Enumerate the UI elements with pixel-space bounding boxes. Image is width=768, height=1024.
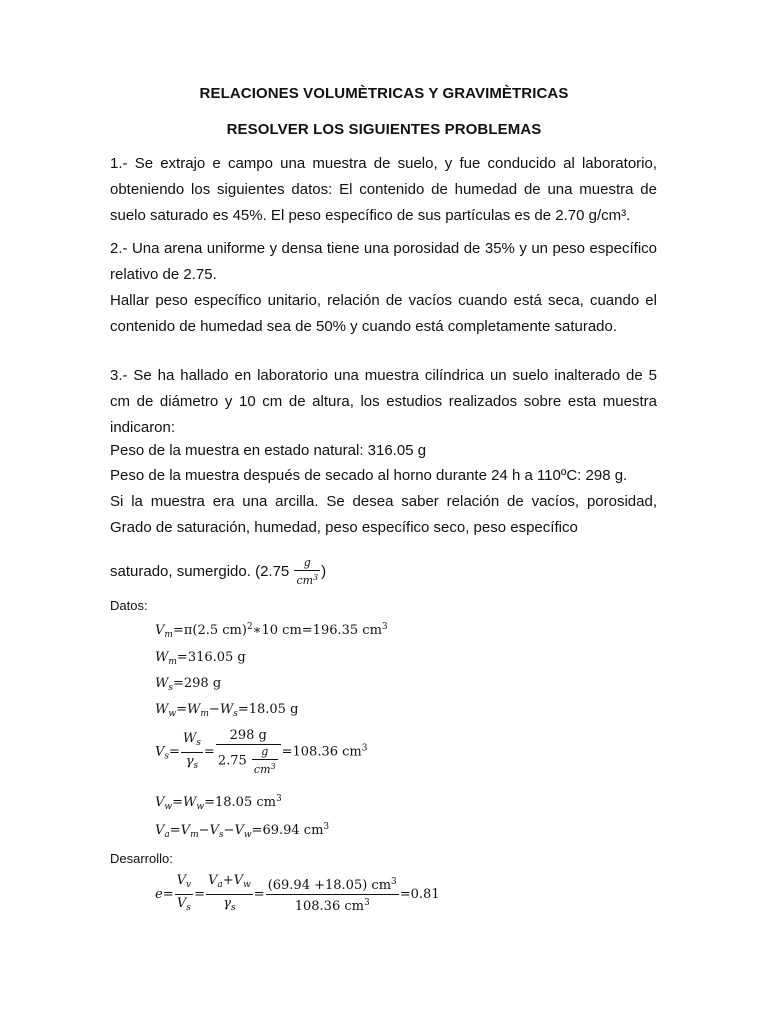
equation-vm: $V_m=\pi(2.5$ cm)$^2$∗10 cm=196.35 $cm^3$ xyxy=(155,622,388,640)
problem-3-question-end: saturado, sumergido. (2.75 $\frac{g}{cm^3}$ ) xyxy=(110,556,327,587)
document-title: RELACIONES VOLUMÈTRICAS Y GRAVIMÈTRICAS xyxy=(199,85,569,102)
problem-3-question-end-text: saturado, sumergido. (2.75 xyxy=(110,562,290,580)
equation-vw: $V_w=W_w=18.05$ $cm^3$ xyxy=(155,794,282,812)
vs-value-fraction: 298 g 2.75 $\frac{g}{cm^3}$ xyxy=(216,727,281,777)
problem-2-question: Hallar peso específico unitario, relación de vacíos cuando está seca, cuando el contenido de humedad sea de 50% y cuando está completamente saturado. xyxy=(110,292,657,335)
equation-ws: $W_s=298$ g xyxy=(155,676,222,693)
problem-3-natural-weight: Peso de la muestra en estado natural: 316.05 g xyxy=(110,442,427,459)
specific-gravity-unit-fraction: $\frac{g}{cm^3}$ xyxy=(296,556,319,587)
vs-ratio-fraction: $\frac{W_s}{\gamma_s}$ xyxy=(182,730,201,771)
problem-2-statement: 2.- Una arena uniforme y densa tiene una porosidad de 35% y un peso específico relativo de 2.75. xyxy=(110,240,657,283)
equation-va: $V_a=V_m-V_s-V_w=69.94$ $cm^3$ xyxy=(155,822,330,840)
problem-3-statement: 3.- Se ha hallado en laboratorio una muestra cilíndrica un suelo inalterado de 5 cm de diámetro y 10 cm de altura, los estudios realizados sobre esta muestra indicaron: xyxy=(110,367,657,436)
e-value-fraction: $\frac{(69.94 +18.05) cm^3}{108.36 cm^3}$ xyxy=(266,874,399,915)
problem-1: 1.- Se extrajo e campo una muestra de suelo, y fue conducido al laboratorio, obteniendo los siguientes datos: El contenido de humedad de una muestra de suelo saturado es 45%. El peso específico de sus partículas es de 2.70 g/cm³. xyxy=(110,155,657,224)
equation-wm: $W_m=316.05$ g xyxy=(155,650,246,667)
datos-label: Datos: xyxy=(110,598,148,613)
problem-3-dry-weight: Peso de la muestra después de secado al horno durante 24 h a 110ºC: 298 g. xyxy=(110,467,628,484)
desarrollo-label: Desarrollo: xyxy=(110,851,173,866)
equation-vs: $V_s=$ $\frac{W_s}{\gamma_s}$ = 298 g 2.75 $\frac{g}{cm^3}$ =108.36 $cm^3$ xyxy=(155,728,368,776)
e-ratio-fraction: $\frac{V_v}{V_s}$ xyxy=(176,873,192,913)
e-sum-fraction: $\frac{V_a+V_w}{\gamma_s}$ xyxy=(208,873,251,913)
document-subtitle: RESOLVER LOS SIGUIENTES PROBLEMAS xyxy=(226,121,542,138)
problem-3-question: Si la muestra era una arcilla. Se desea saber relación de vacíos, porosidad, Grado de saturación, humedad, peso específico seco, peso específico xyxy=(110,493,657,536)
equation-ww: $W_w=W_m-W_s=18.05$ g xyxy=(155,702,299,719)
equation-void-ratio: e= $\frac{V_v}{V_s}$ = $\frac{V_a+V_w}{\gamma_s}$ = $\frac{(69.94 +18.05) cm^3}{108.36 cm^3}$ =0.81 xyxy=(155,872,440,917)
